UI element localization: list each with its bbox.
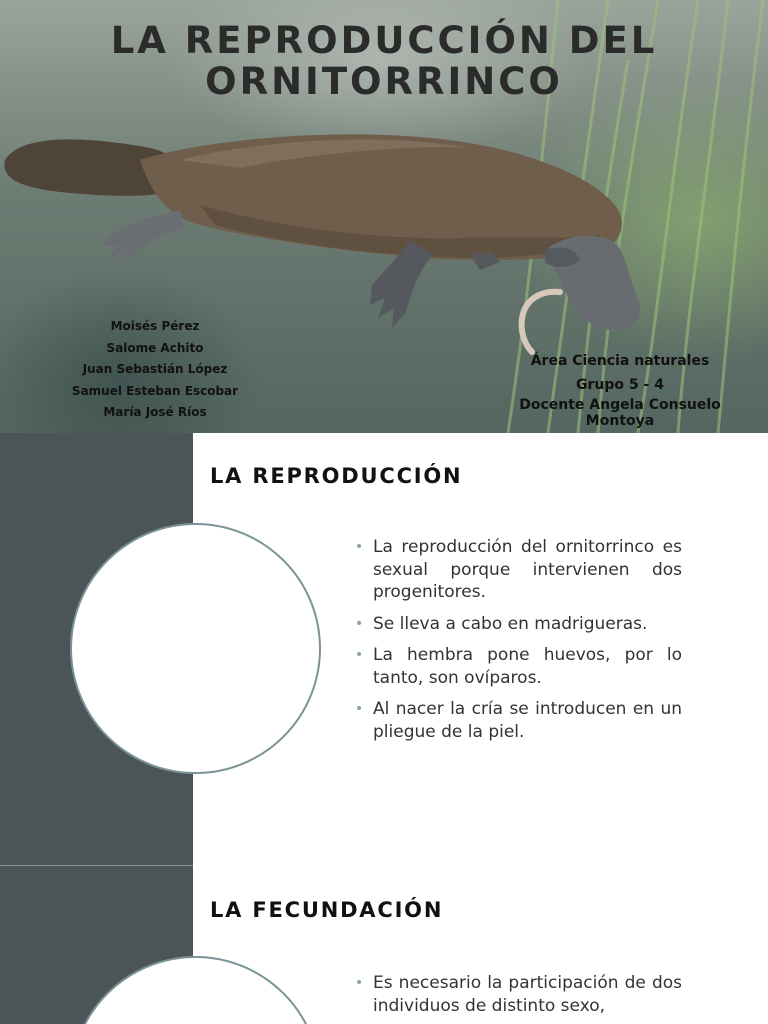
bullet-dot-icon: • <box>355 539 364 555</box>
author-name: Samuel Esteban Escobar <box>71 383 239 398</box>
reproduction-slide <box>0 433 768 865</box>
course-teacher-line-1: Docente Angela Consuelo <box>519 397 721 413</box>
author-name: Moisés Pérez <box>110 319 200 333</box>
bullet-dot-icon: • <box>355 975 364 991</box>
bullet-dot-icon: • <box>355 647 364 663</box>
author-name: Salome Achito <box>106 340 204 355</box>
bullet-text: La reproducción del ornitorrinco es sexual porque intervienen dos progenitores. <box>373 537 682 602</box>
bullet-item <box>355 536 682 604</box>
fertilization-slide <box>0 866 768 1024</box>
bullet-dot-icon: • <box>355 701 364 717</box>
authors-list <box>55 316 255 424</box>
title-slide <box>0 0 768 433</box>
presentation-title <box>0 20 768 102</box>
bullet-dot-icon: • <box>355 615 364 632</box>
bullet-text: Al nacer la cría se introducen en un pliegue de la piel. <box>373 699 682 742</box>
image-placeholder-circle <box>70 523 321 774</box>
title-line-2: ORNITORRINCO <box>205 60 563 103</box>
bullet-list <box>355 536 682 752</box>
title-line-1: LA REPRODUCCIÓN DEL <box>110 19 658 62</box>
slide-heading: LA REPRODUCCIÓN <box>210 464 463 488</box>
bullet-text: Es necesario la participación de dos individuos de distinto sexo, <box>373 973 682 1016</box>
bullet-item <box>355 613 682 636</box>
bullet-text: La hembra pone huevos, por lo tanto, son ovíparos. <box>373 645 682 688</box>
bullet-item <box>355 972 682 1017</box>
course-area: Área Ciencia naturales <box>530 353 710 369</box>
bullet-item <box>355 644 682 689</box>
bullet-list <box>355 972 682 1024</box>
course-teacher-line-2: Montoya <box>585 413 655 429</box>
author-name: María José Ríos <box>103 405 207 419</box>
slide-heading: LA FECUNDACIÓN <box>210 898 444 922</box>
course-info <box>505 349 735 429</box>
bullet-text: Se lleva a cabo en madrigueras. <box>373 613 648 634</box>
author-name: Juan Sebastián López <box>82 362 228 376</box>
course-group: Grupo 5 - 4 <box>576 377 664 393</box>
bullet-item <box>355 698 682 743</box>
